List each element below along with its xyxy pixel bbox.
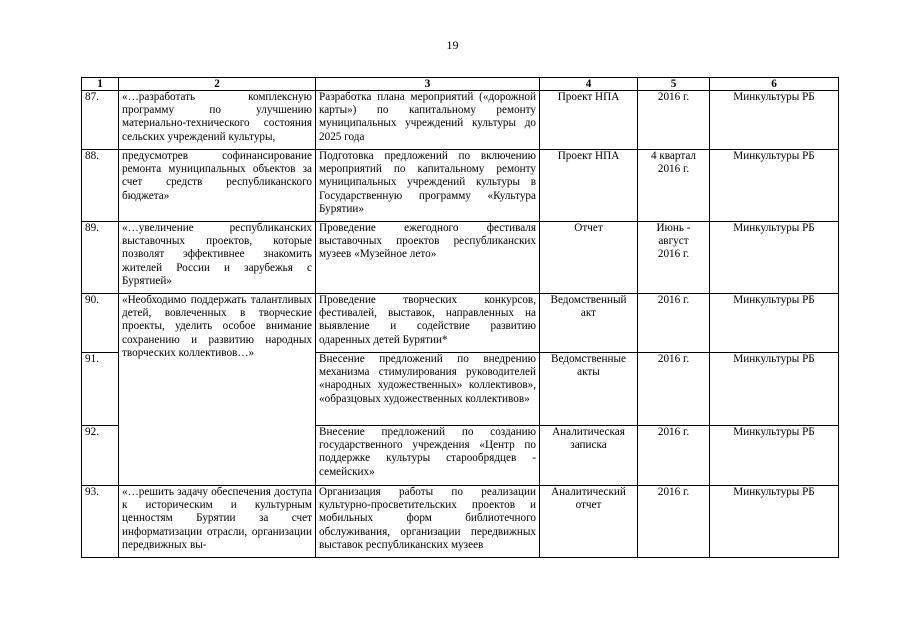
term-cell: 2016 г.: [638, 486, 710, 558]
row-number: 90.: [82, 294, 119, 353]
responsible-cell: Минкультуры РБ: [710, 150, 839, 222]
measure-cell: Разработка плана мероприятий («дорожной карты») по капитальному ремонту муниципальных учреждений культуры до 2025 года: [316, 91, 540, 150]
term-cell: 2016 г.: [638, 294, 710, 353]
table-row: [82, 486, 839, 558]
goal-cell: «…разработать комплексную программу по улучшению материально-технического состояния сельских учреждений культуры,: [119, 91, 316, 150]
row-number: 89.: [82, 222, 119, 294]
row-number: 91.: [82, 353, 119, 426]
goal-cell: «…решить задачу обеспечения доступа к историческим и культурным ценностям Бурятии за счет информатизации отрасли, организации передвижных вы-: [119, 486, 316, 558]
measure-cell: Внесение предложений по созданию государственного учреждения «Центр по поддержке культуры старообрядцев - семейских»: [316, 426, 540, 486]
table-row: [82, 294, 839, 353]
measure-cell: Подготовка предложений по включению мероприятий по капитальному ремонту муниципальных учреждений культуры в Государственную программу «Культура Бурятии»: [316, 150, 540, 222]
row-number: 88.: [82, 150, 119, 222]
responsible-cell: Минкультуры РБ: [710, 426, 839, 486]
responsible-cell: Минкультуры РБ: [710, 222, 839, 294]
page-number: 19: [446, 38, 459, 52]
form-cell: Аналитический отчет: [540, 486, 638, 558]
measure-cell: Проведение творческих конкурсов, фестивалей, выставок, направленных на выявление и содействие развитию одаренных детей Бурятии*: [316, 294, 540, 353]
table-header-row: [82, 78, 839, 91]
row-number: 93.: [82, 486, 119, 558]
form-cell: Ведомственный акт: [540, 294, 638, 353]
term-cell: Июнь - август 2016 г.: [638, 222, 710, 294]
form-cell: Ведомственные акты: [540, 353, 638, 426]
row-number: 87.: [82, 91, 119, 150]
form-cell: Проект НПА: [540, 91, 638, 150]
measures-table: [81, 77, 839, 558]
responsible-cell: Минкультуры РБ: [710, 353, 839, 426]
form-cell: Проект НПА: [540, 150, 638, 222]
row-number: 92.: [82, 426, 119, 486]
column-header-2: 2: [119, 78, 316, 91]
goal-cell: предусмотрев софинансирование ремонта муниципальных объектов за счет средств республиканского бюджета»: [119, 150, 316, 222]
responsible-cell: Минкультуры РБ: [710, 294, 839, 353]
goal-cell: «…увеличение республиканских выставочных проектов, которые позволят эффективнее знакомить жителей России и зарубежья с Бурятией»: [119, 222, 316, 294]
table-row: [82, 150, 839, 222]
responsible-cell: Минкультуры РБ: [710, 486, 839, 558]
term-cell: 2016 г.: [638, 426, 710, 486]
column-header-3: 3: [316, 78, 540, 91]
measure-cell: Проведение ежегодного фестиваля выставочных проектов республиканских музеев «Музейное лето»: [316, 222, 540, 294]
term-cell: 2016 г.: [638, 91, 710, 150]
column-header-6: 6: [710, 78, 839, 91]
measure-cell: Внесение предложений по внедрению механизма стимулирования руководителей «народных художественных» коллективов», «образцовых художественных коллективов»: [316, 353, 540, 426]
form-cell: Аналитическая записка: [540, 426, 638, 486]
form-cell: Отчет: [540, 222, 638, 294]
goal-cell: «Необходимо поддержать талантливых детей, вовлеченных в творческие проекты, уделить особое внимание сохранению и развитию народных творческих коллективов…»: [119, 294, 316, 486]
column-header-5: 5: [638, 78, 710, 91]
table-row: [82, 91, 839, 150]
term-cell: 2016 г.: [638, 353, 710, 426]
column-header-1: 1: [82, 78, 119, 91]
responsible-cell: Минкультуры РБ: [710, 91, 839, 150]
column-header-4: 4: [540, 78, 638, 91]
table-row: [82, 222, 839, 294]
term-cell: 4 квартал 2016 г.: [638, 150, 710, 222]
measure-cell: Организация работы по реализации культурно-просветительских проектов и мобильных форм библиотечного обслуживания, организации передвижных выставок республиканских музеев: [316, 486, 540, 558]
